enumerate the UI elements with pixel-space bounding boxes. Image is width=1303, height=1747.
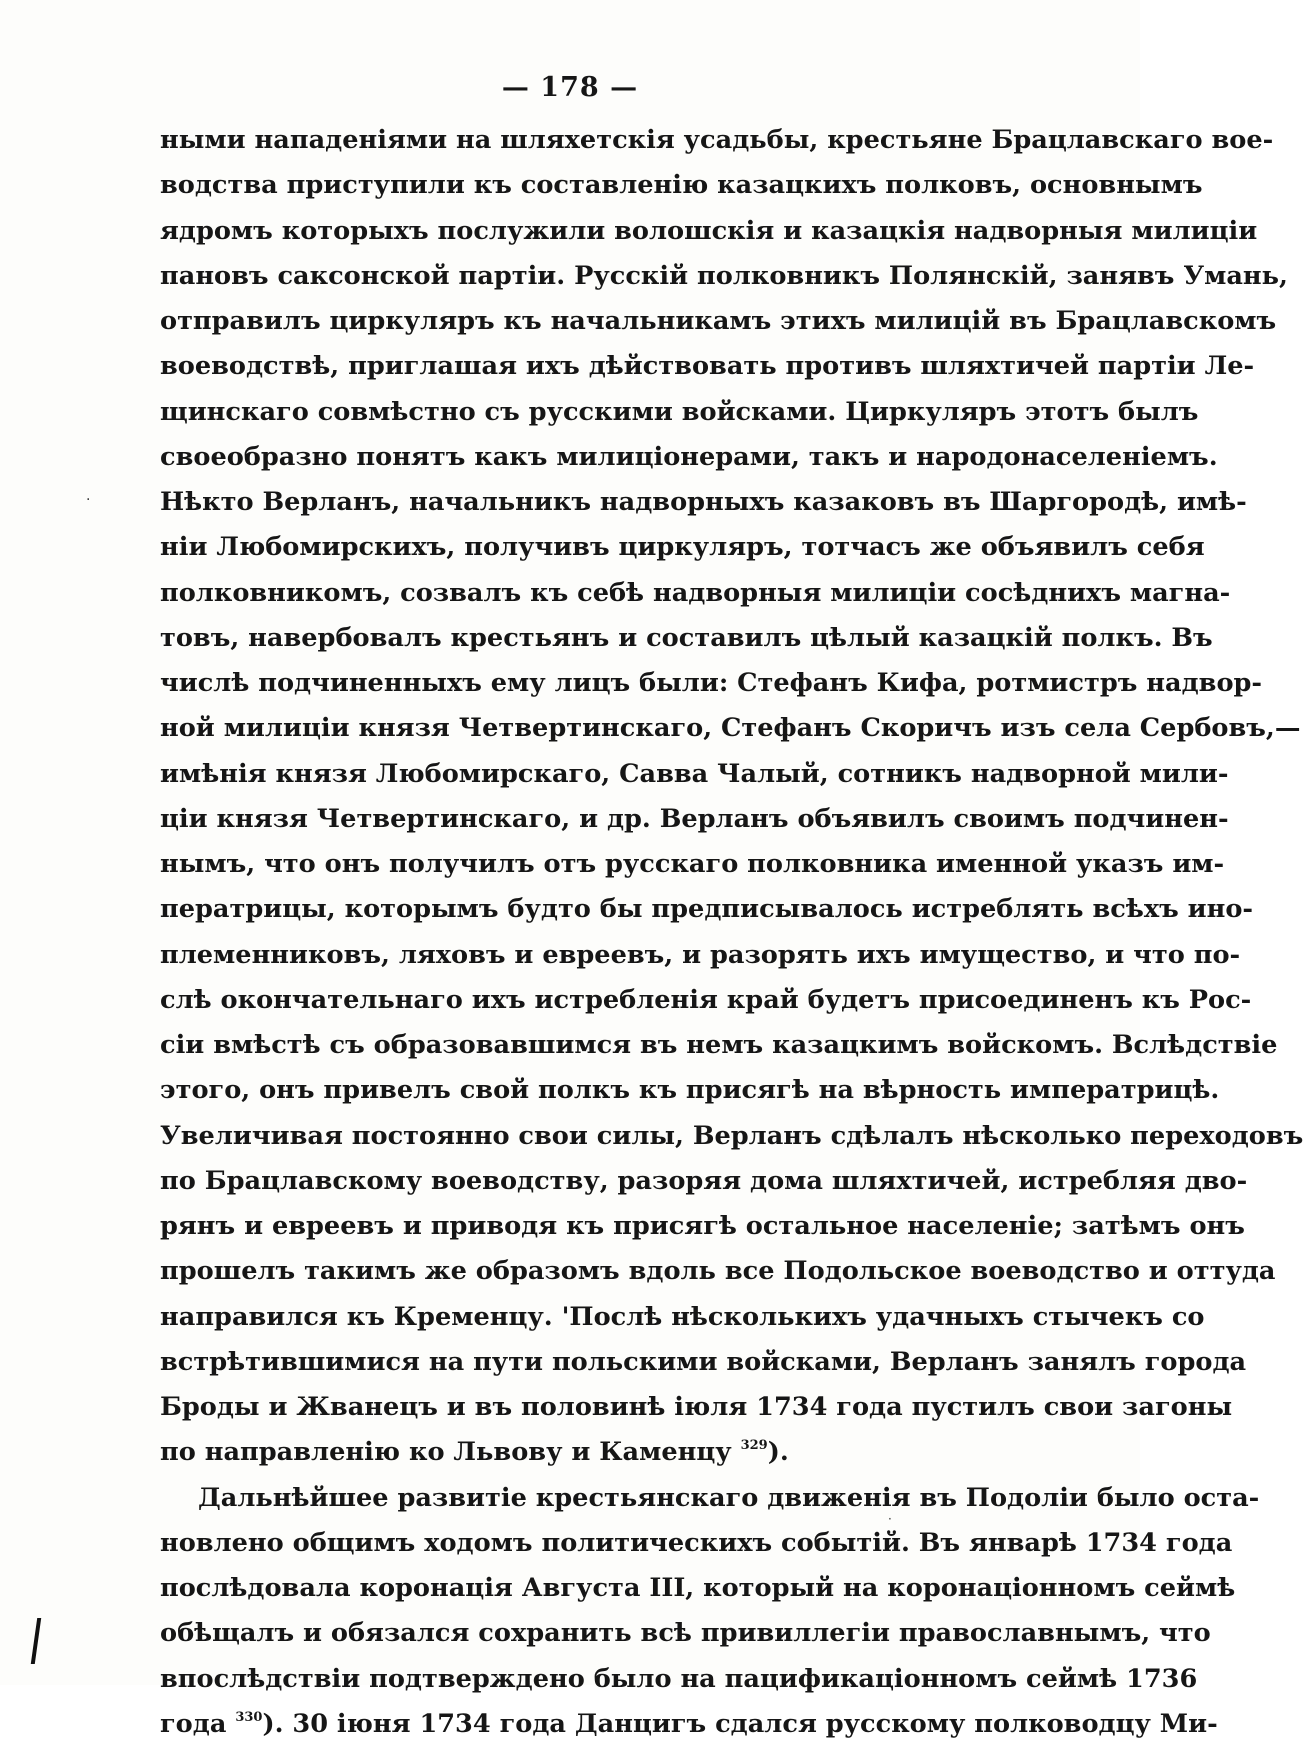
text-line: ными нападеніями на шляхетскія усадьбы, крестьяне Брацлавскаго вое- [160,118,1080,163]
text-line: этого, онъ привелъ свой полкъ къ присягѣ на вѣрность императрицѣ. [160,1068,1080,1113]
paragraph-2 [160,1476,1080,1747]
scan-speck: · [888,1512,892,1526]
text-line: Броды и Жванецъ и въ половинѣ іюля 1734 года пустилъ свои загоны [160,1385,1080,1430]
text-line: ной милиціи князя Четвертинскаго, Стефанъ Скоричъ изъ села Сербовъ,— [160,706,1080,751]
text-line: ніи Любомирскихъ, получивъ циркуляръ, тотчасъ же объявилъ себя [160,525,1080,570]
text-line: товъ, навербовалъ крестьянъ и составилъ цѣлый казацкій полкъ. Въ [160,616,1080,661]
scan-artifact-bar [31,1618,41,1664]
paragraph-1 [160,118,1080,1476]
text-line: щинскаго совмѣстно съ русскими войсками. Циркуляръ этотъ былъ [160,390,1080,435]
text-line-mixed [160,1702,1080,1747]
text-line: впослѣдствіи подтверждено было на пацификаціонномъ сеймѣ 1736 [160,1657,1080,1702]
text-line: Дальнѣйшее развитіе крестьянскаго движенія въ Подоліи было оста- [160,1476,1080,1521]
text-line: Нѣкто Верланъ, начальникъ надворныхъ казаковъ въ Шаргородѣ, имѣ- [160,480,1080,525]
text-line: пановъ саксонской партіи. Русскій полковникъ Полянскій, занявъ Умань, [160,254,1080,299]
text-line: сіи вмѣстѣ съ образовавшимся въ немъ казацкимъ войскомъ. Вслѣдствіе [160,1023,1080,1068]
body-text [160,118,1080,1747]
text-line: послѣдовала коронація Августа III, который на коронаціонномъ сеймѣ [160,1566,1080,1611]
text-line: нымъ, что онъ получилъ отъ русскаго полковника именной указъ им- [160,842,1080,887]
text-line: числѣ подчиненныхъ ему лицъ были: Стефанъ Кифа, ротмистръ надвор- [160,661,1080,706]
text-line: слѣ окончательнаго ихъ истребленія край будетъ присоединенъ къ Рос- [160,978,1080,1023]
text-fragment: ). 30 іюня 1734 года Данцигъ сдался русскому полководцу Ми- [262,1709,1217,1739]
text-line: встрѣтившимися на пути польскими войсками, Верланъ занялъ города [160,1340,1080,1385]
text-line: Увеличивая постоянно свои силы, Верланъ сдѣлалъ нѣсколько переходовъ [160,1114,1080,1159]
footnote-ref-330: 330 [235,1710,262,1725]
text-line: ядромъ которыхъ послужили волошскія и казацкія надворныя милиціи [160,209,1080,254]
text-line: рянъ и евреевъ и приводя къ присягѣ остальное населеніе; затѣмъ онъ [160,1204,1080,1249]
scan-speck: · [86,492,90,508]
text-line: полковникомъ, созвалъ къ себѣ надворныя милиціи сосѣднихъ магна- [160,571,1080,616]
text-line: новлено общимъ ходомъ политическихъ событій. Въ январѣ 1734 года [160,1521,1080,1566]
text-line: водства приступили къ составленію казацкихъ полковъ, основнымъ [160,163,1080,208]
text-fragment: года [160,1709,226,1739]
page-number: — 178 — [0,72,1140,103]
text-line: ціи князя Четвертинскаго, и др. Верланъ объявилъ своимъ подчинен- [160,797,1080,842]
text-line: направился къ Кременцу. 'Послѣ нѣсколькихъ удачныхъ стычекъ со [160,1295,1080,1340]
text-line: по Брацлавскому воеводству, разоряя дома шляхтичей, истребляя дво- [160,1159,1080,1204]
text-line: воеводствѣ, приглашая ихъ дѣйствовать противъ шляхтичей партіи Ле- [160,344,1080,389]
text-line-final [160,1430,1080,1475]
text-line: прошелъ такимъ же образомъ вдоль все Подольское воеводство и оттуда [160,1249,1080,1294]
text-line: отправилъ циркуляръ къ начальникамъ этихъ милицій въ Брацлавскомъ [160,299,1080,344]
text-fragment: по направленію ко Львову и Каменцу [160,1437,732,1467]
text-line: племенниковъ, ляховъ и евреевъ, и разорять ихъ имущество, и что по- [160,933,1080,978]
text-line: своеобразно понятъ какъ милиціонерами, такъ и народонаселеніемъ. [160,435,1080,480]
text-fragment: ). [768,1437,789,1467]
text-line: обѣщалъ и обязался сохранить всѣ привиллегіи православнымъ, что [160,1611,1080,1656]
text-line: ператрицы, которымъ будто бы предписывалось истреблять всѣхъ ино- [160,887,1080,932]
text-line: имѣнія князя Любомирскаго, Савва Чалый, сотникъ надворной мили- [160,752,1080,797]
footnote-ref-329: 329 [741,1438,768,1453]
